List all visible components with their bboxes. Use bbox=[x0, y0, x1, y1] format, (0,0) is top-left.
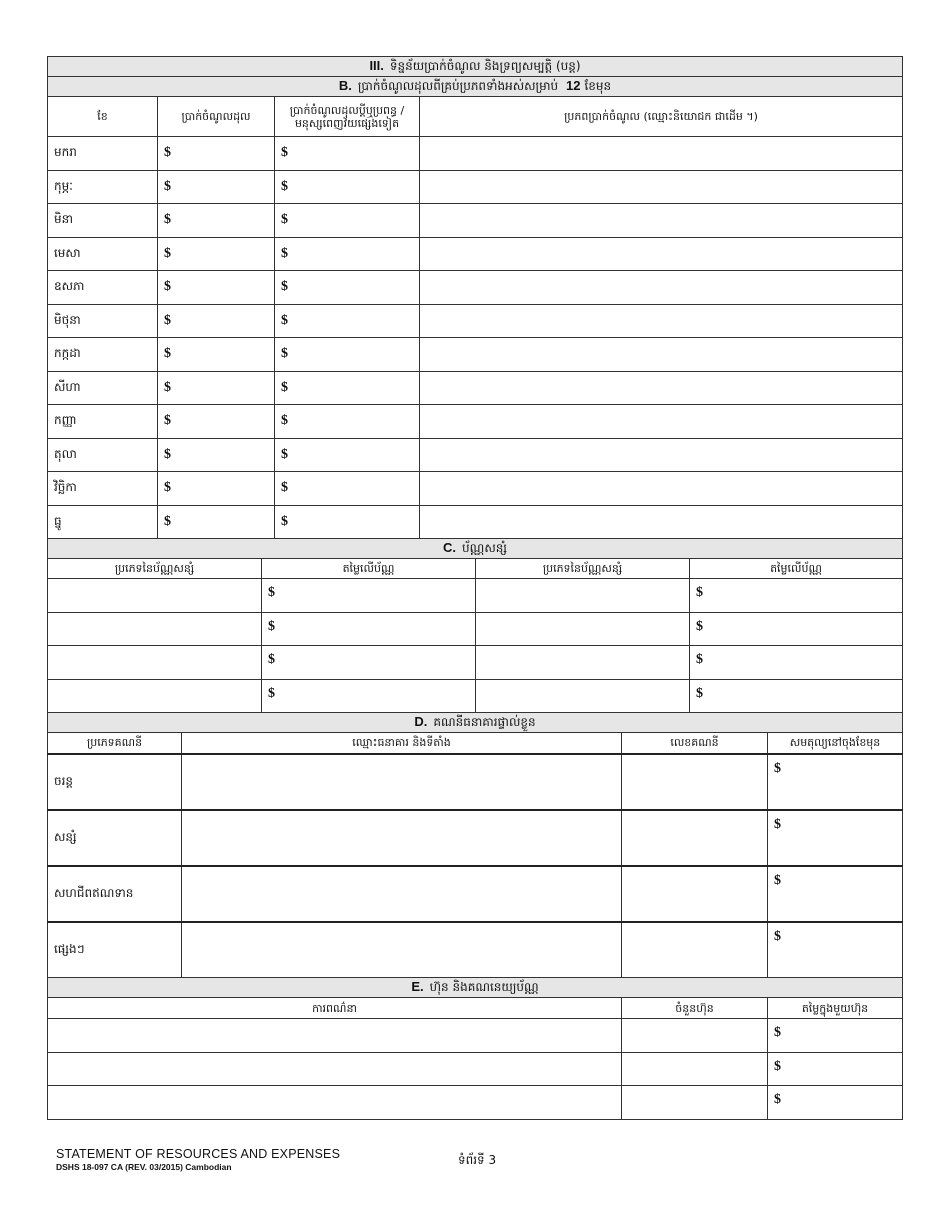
gross-income-field[interactable] bbox=[158, 472, 275, 506]
stock-description-field[interactable] bbox=[48, 1019, 622, 1053]
account-type-label: សន្សំ bbox=[48, 810, 182, 866]
account-number-field[interactable] bbox=[622, 866, 768, 922]
month-label: កុម្ភៈ bbox=[48, 170, 158, 204]
income-row bbox=[48, 304, 903, 338]
account-number-field[interactable] bbox=[622, 922, 768, 978]
income-source-field[interactable] bbox=[420, 472, 903, 506]
month-label: កញ្ញា bbox=[48, 405, 158, 439]
section-d-title-text: គណនីធនាគារផ្ទាល់ខ្លួន bbox=[433, 714, 536, 729]
section-b-title-suffix: ខែមុន bbox=[584, 78, 612, 93]
balance-field[interactable] bbox=[768, 866, 903, 922]
header-bank-name: ឈ្មោះធនាគារ និងទីតាំង bbox=[182, 733, 622, 754]
header-balance: សមតុល្យនៅចុងខែមុន bbox=[768, 733, 903, 754]
section-title bbox=[48, 57, 903, 77]
section-b-letter: B. bbox=[338, 77, 352, 93]
bond-value-field[interactable] bbox=[690, 679, 903, 713]
gross-income-field[interactable] bbox=[158, 237, 275, 271]
bond-value-field[interactable] bbox=[262, 679, 476, 713]
value-per-share-field[interactable] bbox=[768, 1052, 903, 1086]
section-b-title-text: ប្រាក់ចំណូលដុលពីគ្រប់ប្រភពទាំងអស់សម្រាប់ bbox=[357, 78, 559, 93]
month-label: មករា bbox=[48, 137, 158, 171]
page-number bbox=[458, 1152, 496, 1170]
header-account-number: លេខគណនី bbox=[622, 733, 768, 754]
income-source-field[interactable] bbox=[420, 170, 903, 204]
month-label: ធ្នូ bbox=[48, 505, 158, 539]
bond-value-field[interactable] bbox=[690, 646, 903, 680]
income-source-field[interactable] bbox=[420, 505, 903, 539]
spouse-income-field[interactable] bbox=[275, 271, 420, 305]
currency-symbol: $ bbox=[774, 1025, 781, 1040]
form-code: DSHS 18-097 CA (REV. 03/2015) Cambodian bbox=[56, 1162, 232, 1172]
currency-symbol: $ bbox=[164, 279, 171, 295]
currency-symbol: $ bbox=[696, 652, 703, 667]
income-row bbox=[48, 338, 903, 372]
income-source-field[interactable] bbox=[420, 405, 903, 439]
gross-income-field[interactable] bbox=[158, 505, 275, 539]
currency-symbol: $ bbox=[696, 618, 703, 634]
section-c-letter: C. bbox=[443, 539, 457, 555]
month-label: ឧសភា bbox=[48, 271, 158, 305]
income-row bbox=[48, 237, 903, 271]
bond-type-field[interactable] bbox=[48, 612, 262, 646]
month-label: មិថុនា bbox=[48, 304, 158, 338]
bond-type-field[interactable] bbox=[48, 679, 262, 713]
currency-symbol: $ bbox=[281, 145, 288, 161]
currency-symbol: $ bbox=[281, 446, 288, 462]
section-e-title bbox=[48, 978, 903, 998]
bank-account-row bbox=[48, 866, 903, 922]
bond-row bbox=[48, 612, 903, 646]
stock-description-field[interactable] bbox=[48, 1052, 622, 1086]
income-row bbox=[48, 405, 903, 439]
form-title: STATEMENT OF RESOURCES AND EXPENSES bbox=[56, 1147, 341, 1161]
spouse-income-field[interactable] bbox=[275, 472, 420, 506]
currency-symbol: $ bbox=[281, 212, 288, 228]
balance-field[interactable] bbox=[768, 754, 903, 810]
bank-name-field[interactable] bbox=[182, 866, 622, 922]
currency-symbol: $ bbox=[281, 245, 288, 261]
currency-symbol: $ bbox=[164, 245, 171, 261]
spouse-income-field[interactable] bbox=[275, 438, 420, 472]
account-type-label: ចរន្ត bbox=[48, 754, 182, 810]
income-table bbox=[47, 56, 903, 539]
currency-symbol: $ bbox=[281, 379, 288, 395]
header-account-type: ប្រភេទគណនី bbox=[48, 733, 182, 754]
currency-symbol: $ bbox=[268, 585, 275, 600]
income-source-field[interactable] bbox=[420, 204, 903, 238]
currency-symbol: $ bbox=[164, 379, 171, 395]
stock-row bbox=[48, 1019, 903, 1053]
currency-symbol: $ bbox=[696, 585, 703, 600]
income-source-field[interactable] bbox=[420, 338, 903, 372]
income-row bbox=[48, 170, 903, 204]
bond-type-field[interactable] bbox=[476, 579, 690, 613]
form-page bbox=[47, 56, 903, 1120]
currency-symbol: $ bbox=[281, 480, 288, 496]
header-share-count: ចំនួនហ៊ុន bbox=[622, 998, 768, 1019]
spouse-income-field[interactable] bbox=[275, 338, 420, 372]
header-bond-type-2: ប្រភេទនៃប័ណ្ណសន្សំ bbox=[476, 559, 690, 579]
currency-symbol: $ bbox=[281, 413, 288, 429]
currency-symbol: $ bbox=[281, 513, 288, 529]
bond-value-field[interactable] bbox=[690, 612, 903, 646]
currency-symbol: $ bbox=[164, 446, 171, 462]
account-number-field[interactable] bbox=[622, 754, 768, 810]
gross-income-field[interactable] bbox=[158, 170, 275, 204]
account-type-label: ផ្សេងៗ bbox=[48, 922, 182, 978]
income-source-field[interactable] bbox=[420, 438, 903, 472]
currency-symbol: $ bbox=[268, 618, 275, 634]
bond-row bbox=[48, 579, 903, 613]
share-count-field[interactable] bbox=[622, 1052, 768, 1086]
gross-income-field[interactable] bbox=[158, 137, 275, 171]
section-e-title-text: ហ៊ុន និងគណនេយ្យប័ណ្ណ bbox=[429, 979, 539, 994]
header-value-per-share: តម្លៃក្នុងមួយហ៊ុន bbox=[768, 998, 903, 1019]
spouse-income-field[interactable] bbox=[275, 371, 420, 405]
income-source-field[interactable] bbox=[420, 137, 903, 171]
currency-symbol: $ bbox=[268, 685, 275, 701]
bank-accounts-table bbox=[47, 712, 903, 978]
gross-income-field[interactable] bbox=[158, 405, 275, 439]
bond-row bbox=[48, 679, 903, 713]
bank-name-field[interactable] bbox=[182, 810, 622, 866]
income-row bbox=[48, 505, 903, 539]
savings-bonds-table bbox=[47, 538, 903, 713]
bond-value-field[interactable] bbox=[262, 646, 476, 680]
income-source-field[interactable] bbox=[420, 237, 903, 271]
stock-row bbox=[48, 1086, 903, 1120]
bond-type-field[interactable] bbox=[48, 646, 262, 680]
month-label: មេសា bbox=[48, 237, 158, 271]
section-c-title-text: ប័ណ្ណសន្សំ bbox=[462, 540, 507, 555]
spouse-income-field[interactable] bbox=[275, 237, 420, 271]
balance-field[interactable] bbox=[768, 922, 903, 978]
income-row bbox=[48, 137, 903, 171]
gross-income-field[interactable] bbox=[158, 438, 275, 472]
bond-type-field[interactable] bbox=[476, 679, 690, 713]
stock-row bbox=[48, 1052, 903, 1086]
income-row bbox=[48, 472, 903, 506]
spouse-income-field[interactable] bbox=[275, 405, 420, 439]
currency-symbol: $ bbox=[774, 760, 781, 776]
currency-symbol: $ bbox=[281, 312, 288, 328]
income-row bbox=[48, 204, 903, 238]
income-row bbox=[48, 438, 903, 472]
bond-type-field[interactable] bbox=[476, 612, 690, 646]
gross-income-field[interactable] bbox=[158, 304, 275, 338]
bank-name-field[interactable] bbox=[182, 922, 622, 978]
spouse-income-field[interactable] bbox=[275, 204, 420, 238]
section-number: III. bbox=[369, 57, 384, 73]
bond-row bbox=[48, 646, 903, 680]
currency-symbol: $ bbox=[774, 1092, 781, 1107]
page-label: ទំព័រទី bbox=[458, 1153, 485, 1167]
gross-income-field[interactable] bbox=[158, 271, 275, 305]
header-income-source: ប្រភពប្រាក់ចំណូល (ឈ្មោះនិយោជក ជាដើម ។) bbox=[420, 97, 903, 137]
spouse-income-field[interactable] bbox=[275, 137, 420, 171]
account-number-field[interactable] bbox=[622, 810, 768, 866]
stock-description-field[interactable] bbox=[48, 1086, 622, 1120]
currency-symbol: $ bbox=[774, 928, 781, 944]
header-bond-value-2: តម្លៃលើប័ណ្ណ bbox=[690, 559, 903, 579]
currency-symbol: $ bbox=[774, 1058, 781, 1074]
page-num: 3 bbox=[488, 1153, 497, 1167]
bond-value-field[interactable] bbox=[690, 579, 903, 613]
currency-symbol: $ bbox=[164, 346, 171, 362]
month-label: វិច្ឆិកា bbox=[48, 472, 158, 506]
section-e-letter: E. bbox=[411, 978, 424, 994]
footer bbox=[56, 1147, 340, 1172]
header-month: ខែ bbox=[48, 97, 158, 137]
currency-symbol: $ bbox=[774, 872, 781, 888]
stocks-table bbox=[47, 977, 903, 1120]
currency-symbol: $ bbox=[281, 178, 288, 194]
month-label: តុលា bbox=[48, 438, 158, 472]
currency-symbol: $ bbox=[281, 346, 288, 362]
income-source-field[interactable] bbox=[420, 371, 903, 405]
month-label: កក្កដា bbox=[48, 338, 158, 372]
currency-symbol: $ bbox=[774, 816, 781, 832]
section-c-title bbox=[48, 539, 903, 559]
income-row bbox=[48, 371, 903, 405]
account-type-label: សហជីពឥណទាន bbox=[48, 866, 182, 922]
header-bond-type-1: ប្រភេទនៃប័ណ្ណសន្សំ bbox=[48, 559, 262, 579]
bond-type-field[interactable] bbox=[48, 579, 262, 613]
currency-symbol: $ bbox=[164, 312, 171, 328]
currency-symbol: $ bbox=[164, 480, 171, 496]
section-d-title bbox=[48, 713, 903, 733]
share-count-field[interactable] bbox=[622, 1086, 768, 1120]
header-spouse-income: ប្រាក់ចំណូលដុលប្តីឬប្រពន្ធ / មនុស្សពេញវ័យផ្សេងទៀត bbox=[275, 97, 420, 137]
currency-symbol: $ bbox=[164, 178, 171, 194]
balance-field[interactable] bbox=[768, 810, 903, 866]
bank-account-row bbox=[48, 810, 903, 866]
section-b-months-count: 12 bbox=[566, 77, 581, 93]
value-per-share-field[interactable] bbox=[768, 1086, 903, 1120]
currency-symbol: $ bbox=[281, 279, 288, 295]
gross-income-field[interactable] bbox=[158, 338, 275, 372]
section-title-text: ទិន្នន័យប្រាក់ចំណូល និងទ្រព្យសម្បត្តិ (បន្ត) bbox=[389, 58, 581, 73]
spouse-income-field[interactable] bbox=[275, 505, 420, 539]
currency-symbol: $ bbox=[696, 685, 703, 701]
header-bond-value-1: តម្លៃលើប័ណ្ណ bbox=[262, 559, 476, 579]
bank-account-row bbox=[48, 922, 903, 978]
currency-symbol: $ bbox=[164, 212, 171, 228]
currency-symbol: $ bbox=[164, 145, 171, 161]
bond-value-field[interactable] bbox=[262, 612, 476, 646]
income-source-field[interactable] bbox=[420, 304, 903, 338]
bond-type-field[interactable] bbox=[476, 646, 690, 680]
section-d-letter: D. bbox=[414, 713, 428, 729]
month-label: សីហា bbox=[48, 371, 158, 405]
gross-income-field[interactable] bbox=[158, 204, 275, 238]
month-label: មិនា bbox=[48, 204, 158, 238]
bank-name-field[interactable] bbox=[182, 754, 622, 810]
bank-account-row bbox=[48, 754, 903, 810]
currency-symbol: $ bbox=[164, 413, 171, 429]
income-source-field[interactable] bbox=[420, 271, 903, 305]
income-row bbox=[48, 271, 903, 305]
gross-income-field[interactable] bbox=[158, 371, 275, 405]
header-gross-income: ប្រាក់ចំណូលដុល bbox=[158, 97, 275, 137]
currency-symbol: $ bbox=[268, 652, 275, 667]
section-b-title bbox=[48, 77, 903, 97]
currency-symbol: $ bbox=[164, 513, 171, 529]
spouse-income-field[interactable] bbox=[275, 170, 420, 204]
bond-value-field[interactable] bbox=[262, 579, 476, 613]
header-stock-description: ការពណ៌នា bbox=[48, 998, 622, 1019]
value-per-share-field[interactable] bbox=[768, 1019, 903, 1053]
spouse-income-field[interactable] bbox=[275, 304, 420, 338]
share-count-field[interactable] bbox=[622, 1019, 768, 1053]
